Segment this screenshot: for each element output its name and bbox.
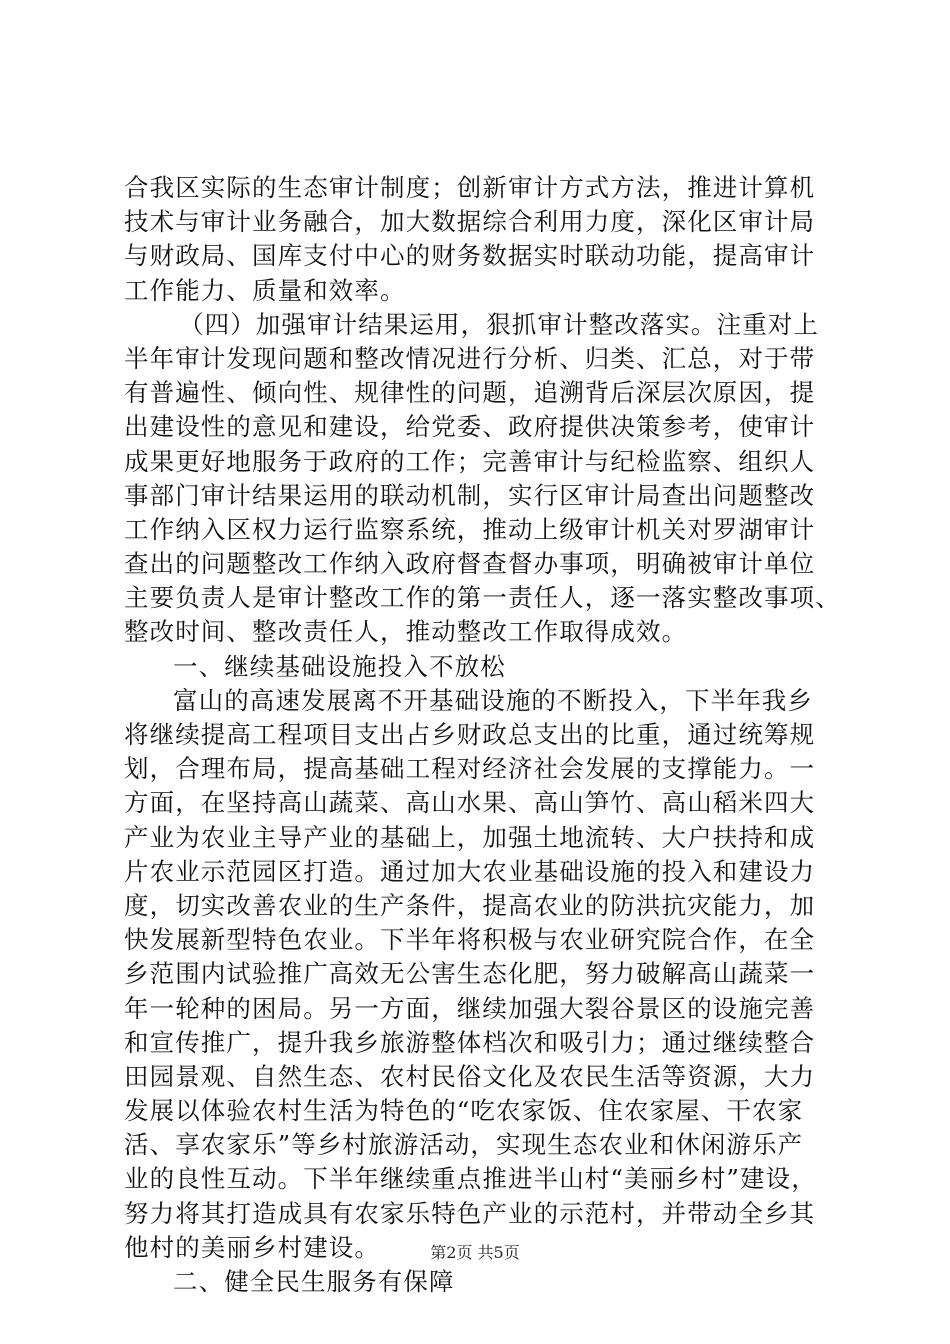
paragraph-start-line: （四）加强审计结果运用，狠抓审计整改落实。注重对上 [179,309,819,339]
text-line: 工作纳入区权力运行监察系统，推动上级审计机关对罗湖审计 [124,514,816,544]
text-line: 努力将其打造成具有农家乐特色产业的示范村，并带动全乡其 [124,1198,816,1228]
text-line: 事部门审计结果运用的联动机制，实行区审计局查出问题整改 [124,480,816,510]
text-line: 半年审计发现问题和整改情况进行分析、归类、汇总，对于带 [124,343,816,373]
section-heading-1: 一、继续基础设施投入不放松 [173,651,506,681]
text-line: 田园景观、自然生态、农村民俗文化及农民生活等资源，大力 [124,1061,816,1091]
text-line: 与财政局、国库支付中心的财务数据实时联动功能，提高审计 [124,241,816,271]
text-line: 乡范围内试验推广高效无公害生态化肥，努力破解高山蔬菜一 [124,959,816,989]
text-line: 合我区实际的生态审计制度；创新审计方式方法，推进计算机 [124,173,816,202]
text-line: 快发展新型特色农业。下半年将积极与农业研究院合作，在全 [124,925,816,955]
text-line: 出建设性的意见和建设，给党委、政府提供决策参考，使审计 [124,412,816,442]
text-line: 工作能力、质量和效率。 [124,275,406,305]
page-number-footer: 第2页 共5页 [430,1243,520,1262]
text-line: 有普遍性、倾向性、规律性的问题，追溯背后深层次原因，提 [124,378,816,408]
text-line: 他村的美丽乡村建设。 [124,1232,380,1262]
text-line: 和宣传推广，提升我乡旅游整体档次和吸引力；通过继续整合 [124,1027,816,1057]
document-body [124,171,841,1299]
text-line: 年一轮种的困局。另一方面，继续加强大裂谷景区的设施完善 [124,993,816,1023]
paragraph-start-line: 富山的高速发展离不开基础设施的不断投入，下半年我乡 [173,685,813,715]
text-line: 查出的问题整改工作纳入政府督查督办事项，明确被审计单位 [124,549,816,579]
text-line: 活、享农家乐”等乡村旅游活动，实现生态农业和休闲游乐产 [124,1130,804,1160]
section-heading-2: 二、健全民生服务有保障 [173,1267,455,1296]
text-line: 成果更好地服务于政府的工作；完善审计与纪检监察、组织人 [124,446,816,476]
text-line: 产业为农业主导产业的基础上，加强土地流转、大户扶持和成 [124,822,816,852]
text-line: 主要负责人是审计整改工作的第一责任人，逐一落实整改事项、 [124,583,841,613]
text-line: 划，合理布局，提高基础工程对经济社会发展的支撑能力。一 [124,754,816,784]
text-line: 方面，在坚持高山蔬菜、高山水果、高山笋竹、高山稻米四大 [124,788,816,818]
text-line: 技术与审计业务融合，加大数据综合利用力度，深化区审计局 [124,207,816,237]
text-line: 发展以体验农村生活为特色的“吃农家饭、住农家屋、干农家 [124,1096,804,1126]
text-line: 片农业示范园区打造。通过加大农业基础设施的投入和建设力 [124,856,816,886]
text-line: 度，切实改善农业的生产条件，提高农业的防洪抗灾能力，加 [124,890,816,920]
text-line: 业的良性互动。下半年继续重点推进半山村“美丽乡村”建设， [124,1164,817,1194]
text-line: 整改时间、整改责任人，推动整改工作取得成效。 [124,617,688,647]
text-line: 将继续提高工程项目支出占乡财政总支出的比重，通过统筹规 [124,720,816,749]
